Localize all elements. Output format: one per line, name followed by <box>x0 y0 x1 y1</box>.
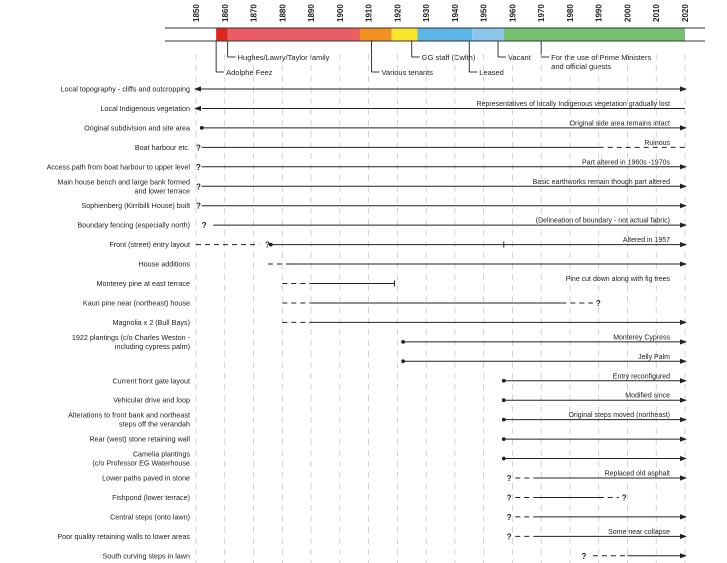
timeline-row <box>57 177 687 195</box>
row-note: Basic earthworks remain though part altered <box>532 178 670 186</box>
row-note: Part altered in 1960s -1970s <box>582 159 670 167</box>
start-dot-icon <box>502 437 506 441</box>
arrow-right-icon <box>680 514 687 519</box>
row-label: Local Indigenous vegetation <box>100 103 190 113</box>
uncertain-start-mark: ? <box>581 551 587 561</box>
timeline-row <box>112 493 627 503</box>
arrow-right-icon <box>680 261 687 266</box>
uncertain-start-mark: ? <box>506 512 512 522</box>
year-label: 2020 <box>681 4 690 22</box>
timeline-row <box>81 201 687 211</box>
row-label: Vehicular drive and loop <box>113 395 190 405</box>
timeline-row <box>61 85 687 94</box>
timeline-row <box>113 318 688 327</box>
ownership-label: Adolphe Feez <box>226 68 273 77</box>
timeline-row <box>138 260 687 269</box>
timeline-row <box>68 411 687 429</box>
uncertain-start-mark: ? <box>621 493 627 503</box>
row-label: Local topography - cliffs and outcropping <box>60 84 190 94</box>
ownership-labels <box>216 41 651 77</box>
timeline-row <box>100 101 685 113</box>
row-label: House additions <box>138 259 190 269</box>
ownership-label: Vacant <box>508 53 531 62</box>
ownership-label: GG staff (Cwlth) <box>421 53 476 62</box>
year-label: 2010 <box>652 4 662 22</box>
row-label: Monterey pine at east terrace <box>96 279 190 288</box>
arrow-right-icon <box>680 359 687 364</box>
timeline-row <box>89 435 687 444</box>
ownership-period <box>472 28 504 41</box>
start-dot-icon <box>401 359 405 363</box>
element-rows <box>47 85 687 561</box>
ownership-label: Hughes/Lawry/Taylor family <box>237 53 330 62</box>
year-gridlines <box>196 54 685 563</box>
uncertain-start-mark: ? <box>506 532 512 542</box>
year-label: 1950 <box>479 4 489 22</box>
arrow-left-icon <box>194 106 201 111</box>
arrow-left-icon <box>194 86 201 91</box>
year-label: 1880 <box>278 4 288 22</box>
ownership-period <box>392 28 418 41</box>
row-label: and lower terrace <box>134 186 190 196</box>
row-note: Replaced old asphalt <box>604 470 670 478</box>
arrow-right-icon <box>680 475 687 480</box>
timeline-row <box>47 159 687 172</box>
arrow-right-icon <box>680 203 687 208</box>
ownership-period <box>360 28 392 41</box>
row-note: Original side area remains intact <box>569 120 670 128</box>
year-axis <box>192 4 690 22</box>
row-label: Lower paths paved in stone <box>102 473 190 483</box>
row-note: Representatives of locally Indigenous vegetation gradually lost <box>476 100 670 108</box>
year-label: 1980 <box>565 4 575 22</box>
ownership-band <box>165 28 705 41</box>
row-label: South curving steps in lawn <box>102 551 190 561</box>
year-label: 1890 <box>307 4 317 22</box>
timeline-row <box>97 276 671 288</box>
arrow-right-icon <box>680 553 687 558</box>
arrow-right-icon <box>680 456 687 461</box>
timeline-row <box>112 373 687 385</box>
timeline-row <box>401 354 687 364</box>
timeline-row <box>92 450 687 468</box>
year-label: 1920 <box>393 4 403 22</box>
row-label: including cypress palm) <box>114 341 190 351</box>
row-label: Central steps (onto lawn) <box>110 512 190 522</box>
row-label: Original subdivision and site area <box>84 123 190 133</box>
row-note: Altered in 1957 <box>622 237 670 245</box>
uncertain-start-mark: ? <box>196 182 201 192</box>
row-label: Boundary fencing (especially north) <box>77 220 190 230</box>
timeline-row <box>72 333 687 351</box>
row-label: Current front gate layout <box>112 376 190 386</box>
arrow-right-icon <box>680 339 687 344</box>
year-label: 1960 <box>508 4 518 22</box>
year-label: 1860 <box>220 4 230 22</box>
row-note: Original steps moved (northeast) <box>568 412 670 420</box>
row-label: Poor quality retaining walls to lower areas <box>57 531 190 541</box>
ownership-label: Leased <box>479 68 504 77</box>
row-label: Magnolia x 2 (Bull Bays) <box>112 317 190 327</box>
year-label: 1970 <box>537 4 547 22</box>
ownership-label: and official guests <box>551 62 612 71</box>
ownership-period <box>417 28 472 41</box>
uncertain-start-mark: ? <box>506 493 512 503</box>
row-label: Alterations to front bank and northeast <box>68 410 190 420</box>
arrow-right-icon <box>680 242 687 247</box>
row-note: Modified since <box>625 392 670 400</box>
timeline-row <box>57 529 687 542</box>
arrow-right-icon <box>680 378 687 383</box>
row-label: Access path from boat harbour to upper level <box>46 162 190 172</box>
arrow-right-icon <box>680 223 687 228</box>
year-label: 1930 <box>422 4 432 22</box>
row-note: Pine cut down along with fig trees <box>565 276 670 283</box>
start-dot-icon <box>401 340 405 344</box>
row-note: Entry reconfigured <box>612 373 670 381</box>
timeline-row <box>103 551 688 561</box>
year-label: 1850 <box>192 4 201 22</box>
uncertain-start-mark: ? <box>595 298 601 308</box>
ownership-label: Various tenants <box>381 68 434 77</box>
row-label: Boat harbour etc. <box>134 142 190 152</box>
uncertain-start-mark: ? <box>265 240 270 250</box>
arrow-right-icon <box>680 534 687 539</box>
start-dot-icon <box>502 379 506 383</box>
year-label: 1990 <box>594 4 604 22</box>
ownership-period <box>216 28 228 41</box>
row-label: Main house bench and large bank formed <box>57 177 190 187</box>
row-label: steps off the verandah <box>119 419 190 429</box>
uncertain-start-mark: ? <box>196 201 201 211</box>
row-label: Front (street) entry layout <box>109 240 190 250</box>
timeline-row <box>113 393 687 405</box>
uncertain-start-mark: ? <box>201 221 207 231</box>
timeline-row <box>102 471 687 484</box>
arrow-right-icon <box>680 125 687 130</box>
timeline-row <box>83 298 601 308</box>
arrow-right-icon <box>680 398 687 403</box>
ownership-period <box>228 28 360 41</box>
row-note: Monterey Cypress <box>613 334 670 342</box>
row-note: (Delineation of boundary - not actual fabric) <box>535 217 670 225</box>
row-label: Kauri pine near (northeast) house <box>82 298 190 308</box>
year-label: 1940 <box>450 4 460 22</box>
arrow-right-icon <box>680 417 687 422</box>
year-label: 1910 <box>364 4 374 22</box>
timeline-row <box>135 140 685 153</box>
row-note: Ruinous <box>644 139 670 147</box>
ownership-label: For the use of Prime Ministers <box>551 53 652 62</box>
arrow-right-icon <box>680 86 687 91</box>
start-dot-icon <box>502 457 506 461</box>
year-label: 1900 <box>335 4 345 22</box>
row-note: Some near collapse <box>608 528 670 536</box>
timeline-row <box>84 120 687 132</box>
row-label: Rear (west) stone retaining wall <box>89 434 190 444</box>
uncertain-start-mark: ? <box>196 143 201 153</box>
row-label: 1922 plantings (c/o Charles Weston - <box>71 332 190 342</box>
timeline-row <box>77 218 687 231</box>
row-note: Jelly Palm <box>638 353 670 361</box>
ownership-period <box>504 28 685 41</box>
year-label: 1870 <box>249 4 259 22</box>
row-label: Camelia plantings <box>132 449 190 459</box>
row-label: Fishpond (lower terrace) <box>112 492 190 502</box>
uncertain-start-mark: ? <box>196 162 201 172</box>
row-label: (c/o Professor EG Waterhouse <box>92 458 190 468</box>
start-dot-icon <box>502 398 506 402</box>
arrow-right-icon <box>680 164 687 169</box>
start-dot-icon <box>200 126 204 130</box>
row-label: Sophienberg (Kirribilli House) built <box>81 201 190 211</box>
timeline-row <box>110 512 687 522</box>
uncertain-start-mark: ? <box>506 474 512 483</box>
arrow-right-icon <box>680 437 687 442</box>
arrow-right-icon <box>680 184 687 189</box>
start-dot-icon <box>502 418 506 422</box>
arrow-right-icon <box>680 320 687 325</box>
year-label: 2000 <box>623 4 633 22</box>
